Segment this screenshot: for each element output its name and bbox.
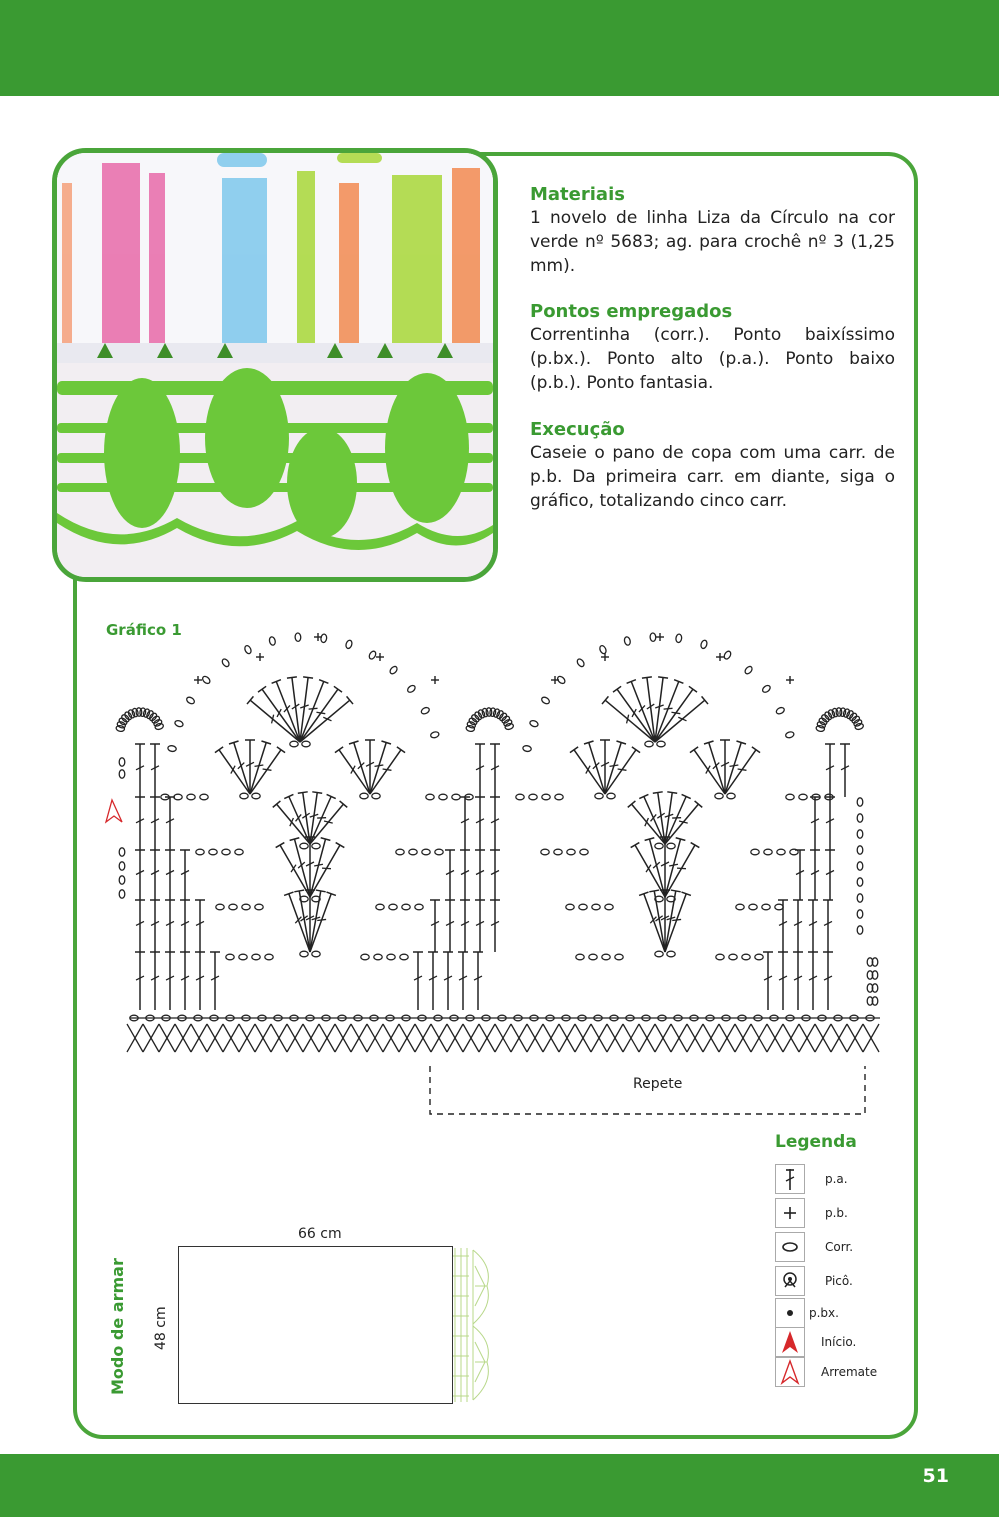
cross-mark: [159, 1024, 175, 1052]
treble-mark: [219, 750, 250, 794]
treble-top: [667, 792, 677, 793]
treble-top: [335, 747, 343, 753]
treble-bar: [730, 765, 739, 766]
treble-top: [632, 747, 640, 753]
chain-mark: [567, 849, 575, 855]
cross-mark: [207, 1024, 223, 1052]
chain-mark: [240, 793, 248, 799]
legend-label: p.b.: [825, 1206, 848, 1220]
treble-bar: [284, 705, 290, 712]
treble-top: [658, 677, 668, 678]
cross-mark: [719, 1024, 735, 1052]
chain-mark: [174, 794, 182, 800]
chain-mark: [700, 639, 708, 649]
stitches-section: [530, 301, 895, 395]
treble-mark: [370, 742, 386, 794]
chain-mark: [624, 636, 631, 646]
cross-mark: [815, 1024, 831, 1052]
cross-mark: [607, 1024, 623, 1052]
chain-mark: [729, 954, 737, 960]
dot-icon: [775, 1298, 805, 1328]
cross-mark: [639, 1024, 655, 1052]
treble-top: [287, 677, 297, 678]
height-label: 48 cm: [153, 1306, 169, 1350]
treble-top: [258, 686, 266, 692]
chain-mark: [775, 706, 785, 715]
chain-mark: [452, 794, 460, 800]
cross-mark: [591, 1024, 607, 1052]
chain-mark: [555, 794, 563, 800]
treble-top: [752, 747, 760, 753]
chain-mark: [857, 926, 863, 934]
page-number: 51: [922, 1465, 949, 1487]
cross-mark: [319, 1024, 335, 1052]
edging-diagram: [453, 1246, 497, 1404]
treble-top: [570, 747, 578, 753]
execution-section: [530, 419, 895, 513]
chain-mark: [426, 794, 434, 800]
cross-mark: [527, 1024, 543, 1052]
cross-mark: [255, 1024, 271, 1052]
treble-mark: [665, 894, 686, 952]
treble-bar: [316, 712, 325, 713]
chain-mark: [300, 951, 308, 957]
treble-mark: [234, 742, 250, 794]
treble-top: [690, 747, 698, 753]
cross-mark: [335, 1024, 351, 1052]
cross-mark: [463, 1024, 479, 1052]
chain-mark: [119, 862, 125, 870]
chain-mark: [727, 793, 735, 799]
cross-mark: [543, 1024, 559, 1052]
treble-mark: [339, 750, 370, 794]
chain-mark: [541, 849, 549, 855]
chain-mark: [439, 794, 447, 800]
chain-mark: [290, 741, 298, 747]
chain-mark: [857, 798, 863, 806]
legend-label: Arremate: [821, 1365, 878, 1379]
execution-text: Caseie o pano de copa com uma carr. de p.b. Da primeira carr. em diante, siga o gráfico, totalizando cinco carr.: [530, 443, 895, 511]
header-bar: [0, 0, 999, 96]
cross-mark: [175, 1024, 191, 1052]
cross-mark: [143, 1024, 159, 1052]
treble-mark: [709, 742, 725, 794]
legend-item-ch: [775, 1232, 895, 1264]
chain-mark: [174, 720, 184, 728]
treble-bar: [255, 765, 264, 766]
chain-mark: [529, 720, 539, 728]
chain-mark: [540, 696, 550, 705]
treble-bar: [671, 712, 680, 713]
chain-mark: [715, 793, 723, 799]
cross-mark: [399, 1024, 415, 1052]
chain-mark: [576, 954, 584, 960]
legend-item-tr: [775, 1164, 895, 1196]
legend-item-start: [775, 1327, 895, 1359]
cloth-diagram: [178, 1246, 453, 1404]
chain-mark: [300, 843, 308, 849]
chain-mark: [785, 731, 795, 739]
treble-bar: [314, 864, 323, 866]
treble-bar: [290, 818, 294, 826]
chain-mark: [764, 849, 772, 855]
tr-icon: [775, 1164, 805, 1194]
chain-mark: [402, 904, 410, 910]
chain-mark: [742, 954, 750, 960]
treble-top: [613, 686, 621, 692]
chain-mark: [269, 636, 276, 646]
chain-mark: [655, 843, 663, 849]
chain-mark: [857, 830, 863, 838]
chain-mark: [516, 794, 524, 800]
chain-mark: [761, 684, 771, 694]
chain-mark: [667, 951, 675, 957]
cross-mark: [863, 1024, 879, 1052]
chain-mark: [360, 793, 368, 799]
legend-label: Início.: [821, 1335, 857, 1349]
chain-mark: [607, 793, 615, 799]
treble-mark: [310, 845, 340, 897]
chain-mark: [595, 793, 603, 799]
chain-mark: [312, 843, 320, 849]
chain-mark: [387, 954, 395, 960]
treble-bar: [295, 917, 301, 923]
treble-top: [277, 747, 285, 753]
cross-mark: [287, 1024, 303, 1052]
treble-mark: [574, 750, 605, 794]
cross-mark: [703, 1024, 719, 1052]
treble-top: [303, 677, 313, 678]
treble-top: [298, 792, 308, 793]
width-label: 66 cm: [298, 1226, 342, 1242]
cross-mark: [367, 1024, 383, 1052]
footer-bar: [0, 1454, 999, 1517]
treble-bar: [263, 769, 272, 770]
chain-mark: [361, 954, 369, 960]
chain-mark: [302, 741, 310, 747]
chain-mark: [576, 658, 585, 668]
treble-top: [689, 686, 697, 692]
treble-top: [691, 843, 700, 848]
chain-mark: [216, 904, 224, 910]
cross-mark: [575, 1024, 591, 1052]
treble-bar: [317, 919, 326, 920]
chain-mark: [645, 741, 653, 747]
chain-mark: [119, 890, 125, 898]
chain-mark: [799, 794, 807, 800]
legend-item-end: [775, 1357, 895, 1389]
chain-mark: [119, 848, 125, 856]
cross-mark: [655, 1024, 671, 1052]
treble-top: [336, 843, 345, 848]
treble-bar: [669, 864, 678, 866]
treble-bar: [322, 868, 331, 869]
treble-bar: [678, 717, 686, 721]
chain-mark: [420, 706, 430, 715]
treble-mark: [725, 750, 756, 794]
cross-mark: [447, 1024, 463, 1052]
chain-mark: [522, 745, 531, 752]
cross-mark: [831, 1024, 847, 1052]
repeat-label: Repete: [633, 1076, 683, 1092]
chain-mark: [775, 904, 783, 910]
cross-mark: [271, 1024, 287, 1052]
treble-top: [631, 843, 640, 848]
chain-mark: [650, 633, 656, 642]
chain-mark: [252, 793, 260, 799]
treble-bar: [375, 765, 384, 766]
legend-label: p.a.: [825, 1172, 848, 1186]
treble-mark: [605, 742, 621, 794]
chain-mark: [312, 951, 320, 957]
execution-title: Execução: [530, 419, 625, 440]
cross-mark: [479, 1024, 495, 1052]
cross-mark: [223, 1024, 239, 1052]
treble-top: [671, 890, 681, 892]
cross-mark: [383, 1024, 399, 1052]
chain-mark: [229, 904, 237, 910]
chain-mark: [320, 634, 327, 643]
treble-bar: [618, 769, 627, 770]
treble-mark: [289, 894, 310, 952]
treble-bar: [664, 708, 673, 709]
treble-bar: [650, 917, 656, 923]
treble-bar: [610, 765, 619, 766]
legend-label: p.bx.: [809, 1306, 839, 1320]
chain-mark: [723, 650, 732, 660]
chain-mark: [252, 954, 260, 960]
chain-mark: [200, 794, 208, 800]
cross-mark: [127, 1024, 143, 1052]
chain-mark: [744, 665, 754, 675]
chain-mark: [376, 904, 384, 910]
chain-mark: [345, 639, 353, 649]
chain-mark: [415, 904, 423, 910]
cross-mark: [191, 1024, 207, 1052]
treble-bar: [383, 769, 392, 770]
product-photo: [52, 148, 498, 582]
treble-top: [276, 843, 285, 848]
cross-mark: [783, 1024, 799, 1052]
legend-item-picot: [775, 1266, 895, 1298]
treble-mark: [280, 845, 310, 897]
end-arrow-icon: [775, 1357, 805, 1387]
chain-mark: [430, 731, 440, 739]
start-marker: [106, 800, 122, 822]
chain-mark: [599, 645, 608, 655]
treble-bar: [651, 814, 657, 821]
chain-mark: [762, 904, 770, 910]
chain-mark: [209, 849, 217, 855]
cross-mark: [303, 1024, 319, 1052]
cross-mark: [687, 1024, 703, 1052]
treble-bar: [323, 717, 331, 721]
chain-mark: [857, 910, 863, 918]
legend-item-sc: [775, 1198, 895, 1230]
crochet-chart: [100, 622, 890, 1122]
treble-mark: [635, 845, 665, 897]
chain-mark: [295, 633, 301, 642]
treble-mark: [589, 742, 605, 794]
chain-mark: [119, 758, 125, 766]
chain-mark: [786, 794, 794, 800]
chain-mark: [372, 793, 380, 799]
chain-mark: [389, 665, 399, 675]
plus-icon: [775, 1198, 805, 1228]
chain-mark: [435, 849, 443, 855]
treble-mark: [694, 750, 725, 794]
chain-mark: [777, 849, 785, 855]
chain-mark: [185, 696, 195, 705]
chain-mark: [790, 849, 798, 855]
treble-mark: [644, 894, 665, 952]
legend-item-slst: [775, 1298, 895, 1330]
chain-mark: [368, 650, 377, 660]
treble-mark: [605, 750, 636, 794]
treble-top: [215, 747, 223, 753]
chain-mark: [857, 862, 863, 870]
cross-mark: [559, 1024, 575, 1052]
treble-mark: [250, 742, 266, 794]
treble-top: [649, 890, 659, 892]
chain-mark: [716, 954, 724, 960]
cross-mark: [415, 1024, 431, 1052]
chain-mark: [857, 814, 863, 822]
treble-bar: [738, 769, 747, 770]
treble-mark: [354, 742, 370, 794]
materials-title: Materiais: [530, 184, 625, 205]
chain-mark: [389, 904, 397, 910]
treble-bar: [639, 705, 645, 712]
chain-mark: [119, 770, 125, 778]
chain-mark: [592, 904, 600, 910]
chain-mark: [396, 849, 404, 855]
chain-mark: [602, 954, 610, 960]
chain-mark: [167, 745, 176, 752]
treble-top: [653, 792, 663, 793]
picot-icon: [775, 1266, 805, 1296]
chain-mark: [749, 904, 757, 910]
chain-mark: [675, 634, 682, 643]
cross-mark: [847, 1024, 863, 1052]
legend-label: Corr.: [825, 1240, 854, 1254]
cross-mark: [495, 1024, 511, 1052]
chain-mark: [542, 794, 550, 800]
chain-mark: [580, 849, 588, 855]
treble-top: [642, 677, 652, 678]
treble-mark: [250, 750, 281, 794]
chain-mark: [226, 954, 234, 960]
chain-mark: [736, 904, 744, 910]
oval-icon: [775, 1232, 805, 1262]
chain-mark: [265, 954, 273, 960]
treble-mark: [370, 750, 401, 794]
legend-label: Picô.: [825, 1274, 853, 1288]
treble-mark: [725, 742, 741, 794]
chain-mark: [409, 849, 417, 855]
chain-mark: [589, 954, 597, 960]
chain-mark: [201, 675, 211, 685]
chain-mark: [579, 904, 587, 910]
treble-bar: [677, 868, 686, 869]
cross-mark: [511, 1024, 527, 1052]
chain-mark: [422, 849, 430, 855]
treble-mark: [310, 894, 331, 952]
chain-mark: [615, 954, 623, 960]
materials-text: 1 novelo de linha Liza da Círculo na cor verde nº 5683; ag. para crochê nº 3 (1,25 mm).: [530, 208, 895, 276]
treble-top: [316, 890, 326, 892]
cross-mark: [799, 1024, 815, 1052]
chain-mark: [187, 794, 195, 800]
chain-mark: [755, 954, 763, 960]
stitches-title: Pontos empregados: [530, 301, 733, 322]
treble-bar: [296, 814, 302, 821]
cross-mark: [767, 1024, 783, 1052]
chain-mark: [657, 741, 665, 747]
chain-mark: [239, 954, 247, 960]
chart-title: Gráfico 1: [106, 621, 182, 639]
chain-mark: [667, 843, 675, 849]
cross-mark: [751, 1024, 767, 1052]
chain-mark: [222, 849, 230, 855]
chain-mark: [857, 878, 863, 886]
chain-mark: [857, 846, 863, 854]
legend-title: Legenda: [775, 1132, 857, 1152]
chain-mark: [221, 658, 230, 668]
chain-mark: [242, 904, 250, 910]
chain-mark: [554, 849, 562, 855]
chain-mark: [751, 849, 759, 855]
cross-mark: [623, 1024, 639, 1052]
treble-top: [334, 686, 342, 692]
cross-mark: [351, 1024, 367, 1052]
treble-bar: [645, 818, 649, 826]
chain-mark: [529, 794, 537, 800]
chain-mark: [374, 954, 382, 960]
treble-top: [397, 747, 405, 753]
treble-mark: [665, 845, 695, 897]
assembly-title: Modo de armar: [108, 1258, 127, 1395]
treble-bar: [672, 919, 681, 920]
cross-mark: [431, 1024, 447, 1052]
cross-mark: [671, 1024, 687, 1052]
chain-mark: [400, 954, 408, 960]
chain-mark: [235, 849, 243, 855]
start-arrow-icon: [775, 1327, 805, 1357]
treble-top: [312, 792, 322, 793]
cross-mark: [735, 1024, 751, 1052]
chain-mark: [566, 904, 574, 910]
stitches-text: Correntinha (corr.). Ponto baixíssimo (p.bx.). Ponto alto (p.a.). Ponto baixo (p.b.). Ponto fantasia.: [530, 325, 895, 393]
chain-mark: [605, 904, 613, 910]
chain-mark: [119, 876, 125, 884]
cross-mark: [239, 1024, 255, 1052]
treble-top: [294, 890, 304, 892]
materials-section: [530, 184, 895, 278]
chain-mark: [244, 645, 253, 655]
chain-mark: [857, 894, 863, 902]
chain-mark: [196, 849, 204, 855]
chain-mark: [255, 904, 263, 910]
treble-bar: [309, 708, 318, 709]
chain-mark: [406, 684, 416, 694]
chain-mark: [655, 951, 663, 957]
